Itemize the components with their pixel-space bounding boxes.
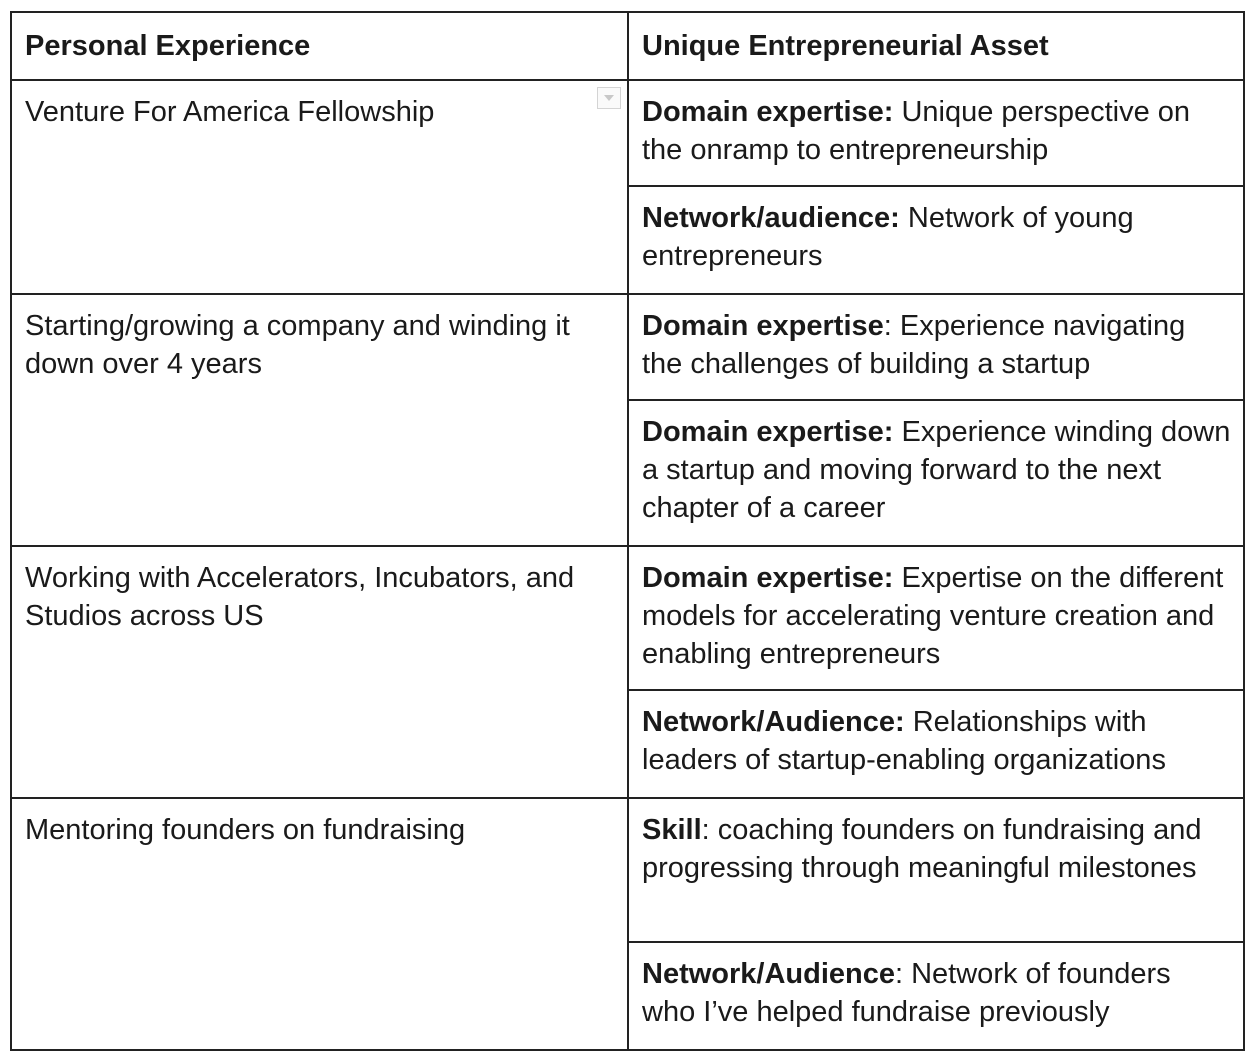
table-row: [11, 80, 1244, 186]
asset-kind: Network/Audience: [642, 958, 895, 990]
chevron-down-icon[interactable]: [597, 87, 621, 109]
asset-text: : Experience navigating the challenges of building a startup: [642, 310, 1186, 380]
asset-kind: Skill: [642, 814, 702, 846]
asset-text: : Network of founders who I’ve helped fundraise previously: [642, 958, 1171, 1028]
asset-text: Expertise on the different models for accelerating venture creation and enabling entrepreneurs: [642, 562, 1224, 670]
asset-kind: Domain expertise:: [642, 562, 894, 594]
experience-text: Venture For America Fellowship: [25, 96, 435, 128]
table-row: [11, 546, 1244, 690]
asset-kind: Domain expertise:: [642, 416, 894, 448]
asset-text: Network of young entrepreneurs: [642, 202, 1134, 272]
experience-cell: [11, 546, 628, 798]
asset-cell: [628, 546, 1244, 690]
asset-text: : coaching founders on fundraising and progressing through meaningful milestones: [642, 814, 1202, 884]
experience-text: Mentoring founders on fundraising: [25, 814, 466, 846]
experience-cell[interactable]: [11, 80, 628, 294]
asset-kind: Network/Audience:: [642, 706, 905, 738]
asset-text: Relationships with leaders of startup-enabling organizations: [642, 706, 1166, 776]
asset-cell: [628, 400, 1244, 546]
asset-cell: [628, 798, 1244, 942]
asset-cell: [628, 942, 1244, 1050]
asset-kind: Domain expertise: [642, 310, 884, 342]
asset-cell: [628, 80, 1244, 186]
header-unique-asset: Unique Entrepreneurial Asset: [628, 12, 1244, 80]
experience-cell: [11, 798, 628, 1050]
asset-text: Unique perspective on the onramp to entrepreneurship: [642, 96, 1191, 166]
table-row: [11, 798, 1244, 942]
asset-text: Experience winding down a startup and moving forward to the next chapter of a career: [642, 416, 1231, 524]
experience-text: Working with Accelerators, Incubators, and Studios across US: [25, 562, 575, 632]
experience-text: Starting/growing a company and winding it down over 4 years: [25, 310, 570, 380]
asset-cell: [628, 690, 1244, 798]
asset-kind: Domain expertise:: [642, 96, 894, 128]
header-row: [11, 12, 1244, 80]
header-personal-experience: Personal Experience: [11, 12, 628, 80]
experience-cell: [11, 294, 628, 546]
asset-kind: Network/audience:: [642, 202, 900, 234]
experience-assets-table: [10, 11, 1245, 1051]
asset-cell: [628, 294, 1244, 400]
asset-cell: [628, 186, 1244, 294]
table-row: [11, 294, 1244, 400]
